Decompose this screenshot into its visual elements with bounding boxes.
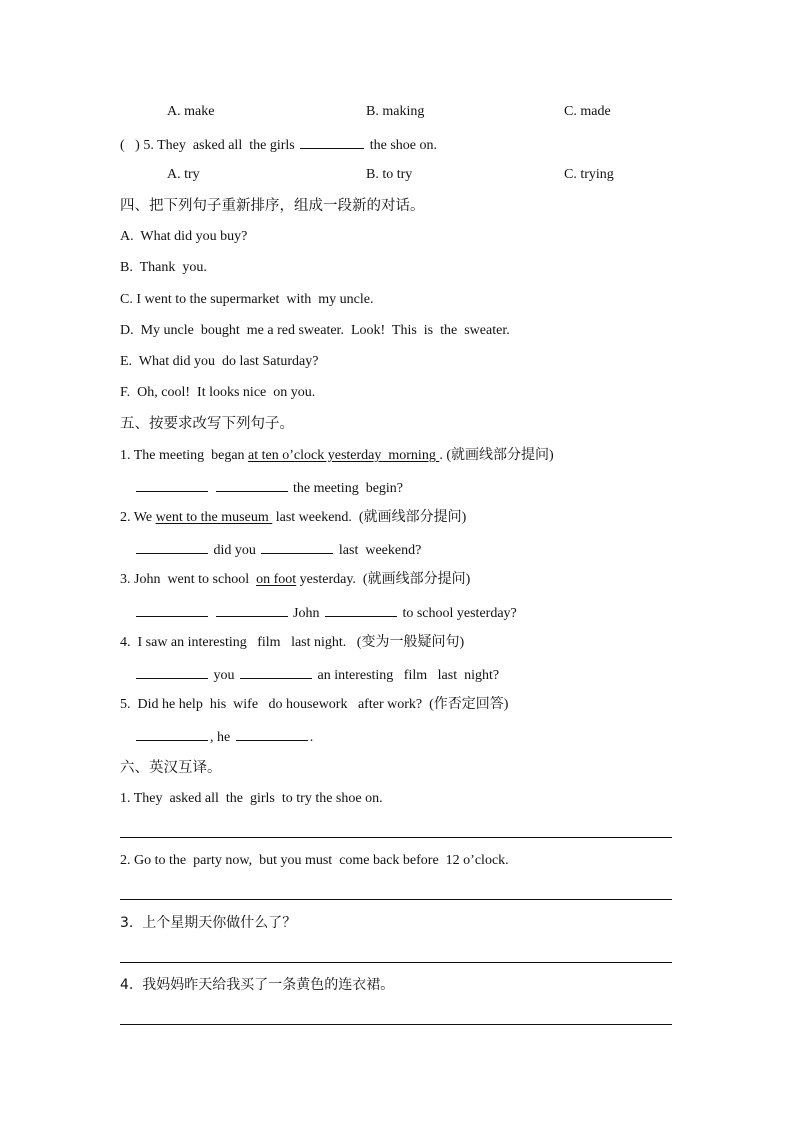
section5-q5: 5. Did he help his wife do housework after work? (作否定回答) bbox=[120, 697, 509, 712]
q4-option-b[interactable]: B. making bbox=[366, 104, 425, 119]
section5-q1-answer bbox=[134, 478, 403, 498]
q1-blank-2[interactable] bbox=[216, 478, 288, 492]
q5-question bbox=[120, 135, 437, 155]
section4-item-a: A. What did you buy? bbox=[120, 229, 248, 244]
section5-heading: 五、按要求改写下列句子。 bbox=[120, 416, 294, 432]
q3-answer-mid: John bbox=[289, 606, 323, 621]
q5-option-a[interactable]: A. try bbox=[167, 167, 200, 182]
q1-text: 1. The meeting began bbox=[120, 448, 249, 463]
q5-answer-blank-2[interactable] bbox=[236, 727, 308, 741]
q2-answer-mid: did you bbox=[210, 543, 260, 558]
q2-blank-2[interactable] bbox=[261, 540, 333, 554]
section5-q2-answer bbox=[134, 540, 421, 560]
q5-blank[interactable] bbox=[300, 135, 364, 149]
section6-heading: 六、英汉互译。 bbox=[120, 760, 222, 776]
section5-q1 bbox=[120, 447, 554, 465]
q3-text: 3. John went to school bbox=[120, 572, 257, 587]
section6-answer-line-4[interactable] bbox=[120, 1024, 672, 1025]
q1-underlined-part: at ten o’clock yesterday morning bbox=[248, 448, 440, 463]
q4-options bbox=[0, 103, 794, 121]
section4-item-f: F. Oh, cool! It looks nice on you. bbox=[120, 385, 316, 400]
q3-blank-2[interactable] bbox=[216, 603, 288, 617]
q4-option-a[interactable]: A. make bbox=[167, 104, 215, 119]
q5-answer-mid: , he bbox=[210, 730, 234, 745]
section4-heading: 四、把下列句子重新排序，组成一段新的对话。 bbox=[120, 198, 425, 214]
q3-answer-post: to school yesterday? bbox=[398, 606, 517, 621]
q1-blank-1[interactable] bbox=[136, 478, 208, 492]
section6-answer-line-3[interactable] bbox=[120, 962, 672, 963]
q3-blank-1[interactable] bbox=[136, 603, 208, 617]
section5-q3-answer bbox=[134, 603, 517, 623]
q2-answer-post: last weekend? bbox=[335, 543, 422, 558]
section4-item-b: B. Thank you. bbox=[120, 260, 207, 275]
section4-item-d: D. My uncle bought me a red sweater. Look! This is the sweater. bbox=[120, 323, 510, 338]
section4-item-c: C. I went to the supermarket with my uncle. bbox=[120, 292, 374, 307]
q4-answer-mid: you bbox=[210, 668, 238, 683]
q2-instruction: last weekend. (就画线部分提问) bbox=[272, 510, 467, 525]
q5-paren[interactable]: ( ) 5. bbox=[120, 138, 154, 153]
q5-answer-post: . bbox=[309, 730, 314, 745]
q5-option-b[interactable]: B. to try bbox=[366, 167, 413, 182]
section4-item-e: E. What did you do last Saturday? bbox=[120, 354, 319, 369]
q2-underlined-part: went to the museum bbox=[155, 510, 273, 525]
section6-item-4: 4. 我妈妈昨天给我买了一条黄色的连衣裙。 bbox=[120, 977, 395, 993]
section5-q5-answer bbox=[134, 727, 313, 747]
q2-text: 2. We bbox=[120, 510, 156, 525]
section5-q2 bbox=[120, 509, 466, 527]
section5-q4: 4. I saw an interesting film last night. (变为一般疑问句) bbox=[120, 635, 465, 650]
q5-answer-blank-1[interactable] bbox=[136, 727, 208, 741]
section6-answer-line-2[interactable] bbox=[120, 899, 672, 900]
section6-item-3: 3. 上个星期天你做什么了？ bbox=[120, 915, 297, 931]
q2-blank-1[interactable] bbox=[136, 540, 208, 554]
q4-option-c[interactable]: C. made bbox=[564, 104, 611, 119]
q3-instruction: yesterday. (就画线部分提问) bbox=[296, 572, 471, 587]
section5-q3 bbox=[120, 571, 470, 589]
section6-answer-line-1[interactable] bbox=[120, 837, 672, 838]
section6-item-2: 2. Go to the party now, but you must come back before 12 o’clock. bbox=[120, 853, 509, 868]
q5-text-after: the shoe on. bbox=[366, 138, 437, 153]
section5-q4-answer bbox=[134, 665, 499, 685]
q5-text-before: They asked all the girls bbox=[157, 138, 299, 153]
q4-answer-post: an interesting film last night? bbox=[314, 668, 500, 683]
section6-item-1: 1. They asked all the girls to try the shoe on. bbox=[120, 791, 383, 806]
q1-instruction: . (就画线部分提问) bbox=[439, 448, 554, 463]
q4-blank-2[interactable] bbox=[240, 665, 312, 679]
q5-option-c[interactable]: C. trying bbox=[564, 167, 614, 182]
q5-options bbox=[0, 166, 794, 184]
q1-answer-text: the meeting begin? bbox=[289, 481, 404, 496]
q3-underlined-part: on foot bbox=[256, 572, 297, 587]
q3-blank-3[interactable] bbox=[325, 603, 397, 617]
q4-blank-1[interactable] bbox=[136, 665, 208, 679]
